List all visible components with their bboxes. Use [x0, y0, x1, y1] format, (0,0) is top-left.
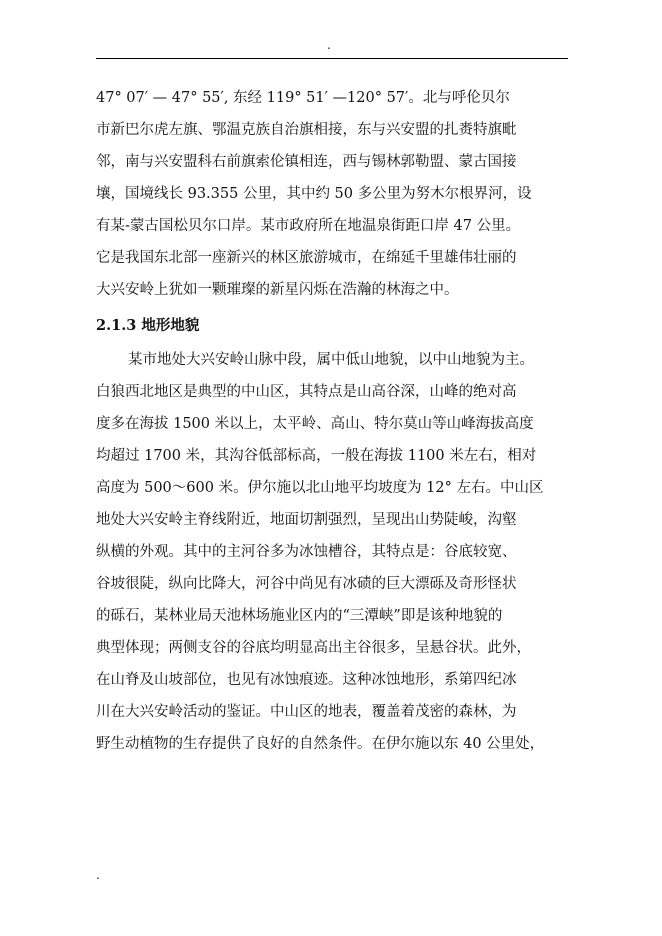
paragraph2-line: 的砾石，某林业局天池林场施业区内的“三潭峡”即是该种地貌的 [96, 608, 503, 624]
paragraph2-line: 均超过 1700 米，其沟谷低部标高，一般在海拔 1100 米左右，相对 [96, 448, 537, 464]
paragraph2-line: 川在大兴安岭活动的鉴证。中山区的地表，覆盖着茂密的森林，为 [96, 704, 517, 720]
paragraph1-line: 市新巴尔虎左旗、鄂温克族自治旗相接，东与兴安盟的扎赉特旗毗 [96, 122, 517, 138]
paragraph2-line: 度多在海拔 1500 米以上，太平岭、高山、特尔莫山等山峰海拔高度 [96, 416, 534, 432]
section-heading: 2.1.3 地形地貌 [96, 317, 200, 334]
paragraph2-line: 典型体现；两侧支谷的谷底均明显高出主谷很多，呈悬谷状。此外， [96, 640, 531, 656]
paragraph1-line: 有某-蒙古国松贝尔口岸。某市政府所在地温泉街距口岸 47 公里。 [96, 218, 521, 234]
paragraph2-line: 高度为 500～600 米。伊尔施以北山地平均坡度为 12° 左右。中山区 [96, 480, 544, 496]
paragraph1-line: 邻，南与兴安盟科右前旗索伦镇相连，西与锡林郭勒盟、蒙古国接 [96, 154, 517, 170]
paragraph2-line: 白狼西北地区是典型的中山区，其特点是山高谷深，山峰的绝对高 [96, 384, 517, 400]
footer-mark: . [96, 868, 100, 882]
header-mark: . [327, 38, 331, 52]
paragraph2-line: 野生动植物的生存提供了良好的自然条件。在伊尔施以东 40 公里处， [96, 736, 545, 752]
paragraph1-line: 它是我国东北部一座新兴的林区旅游城市，在绵延千里雄伟壮丽的 [96, 250, 517, 266]
paragraph2-line: 谷坡很陡，纵向比降大，河谷中尚见有冰碛的巨大漂砾及奇形怪状 [96, 576, 517, 592]
paragraph2-line: 地处大兴安岭主脊线附近，地面切割强烈，呈现出山势陡峻，沟壑 [96, 512, 517, 528]
paragraph2-line: 纵横的外观。其中的主河谷多为冰蚀槽谷，其特点是：谷底较宽、 [96, 544, 517, 560]
paragraph1-line: 大兴安岭上犹如一颗璀璨的新星闪烁在浩瀚的林海之中。 [96, 282, 459, 298]
header-rule [96, 58, 568, 59]
paragraph2-line: 在山脊及山坡部位，也见有冰蚀痕迹。这种冰蚀地形，系第四纪冰 [96, 672, 517, 688]
paragraph1-line: 47° 07′ — 47° 55′, 东经 119° 51′ —120° 57′。北与呼伦贝尔 [96, 90, 510, 106]
paragraph2-line: 某市地处大兴安岭山脉中段，属中低山地貌，以中山地貌为主。 [128, 352, 534, 368]
paragraph1-line: 壤，国境线长 93.355 公里，其中约 50 多公里为努木尔根界河，设 [96, 186, 532, 202]
